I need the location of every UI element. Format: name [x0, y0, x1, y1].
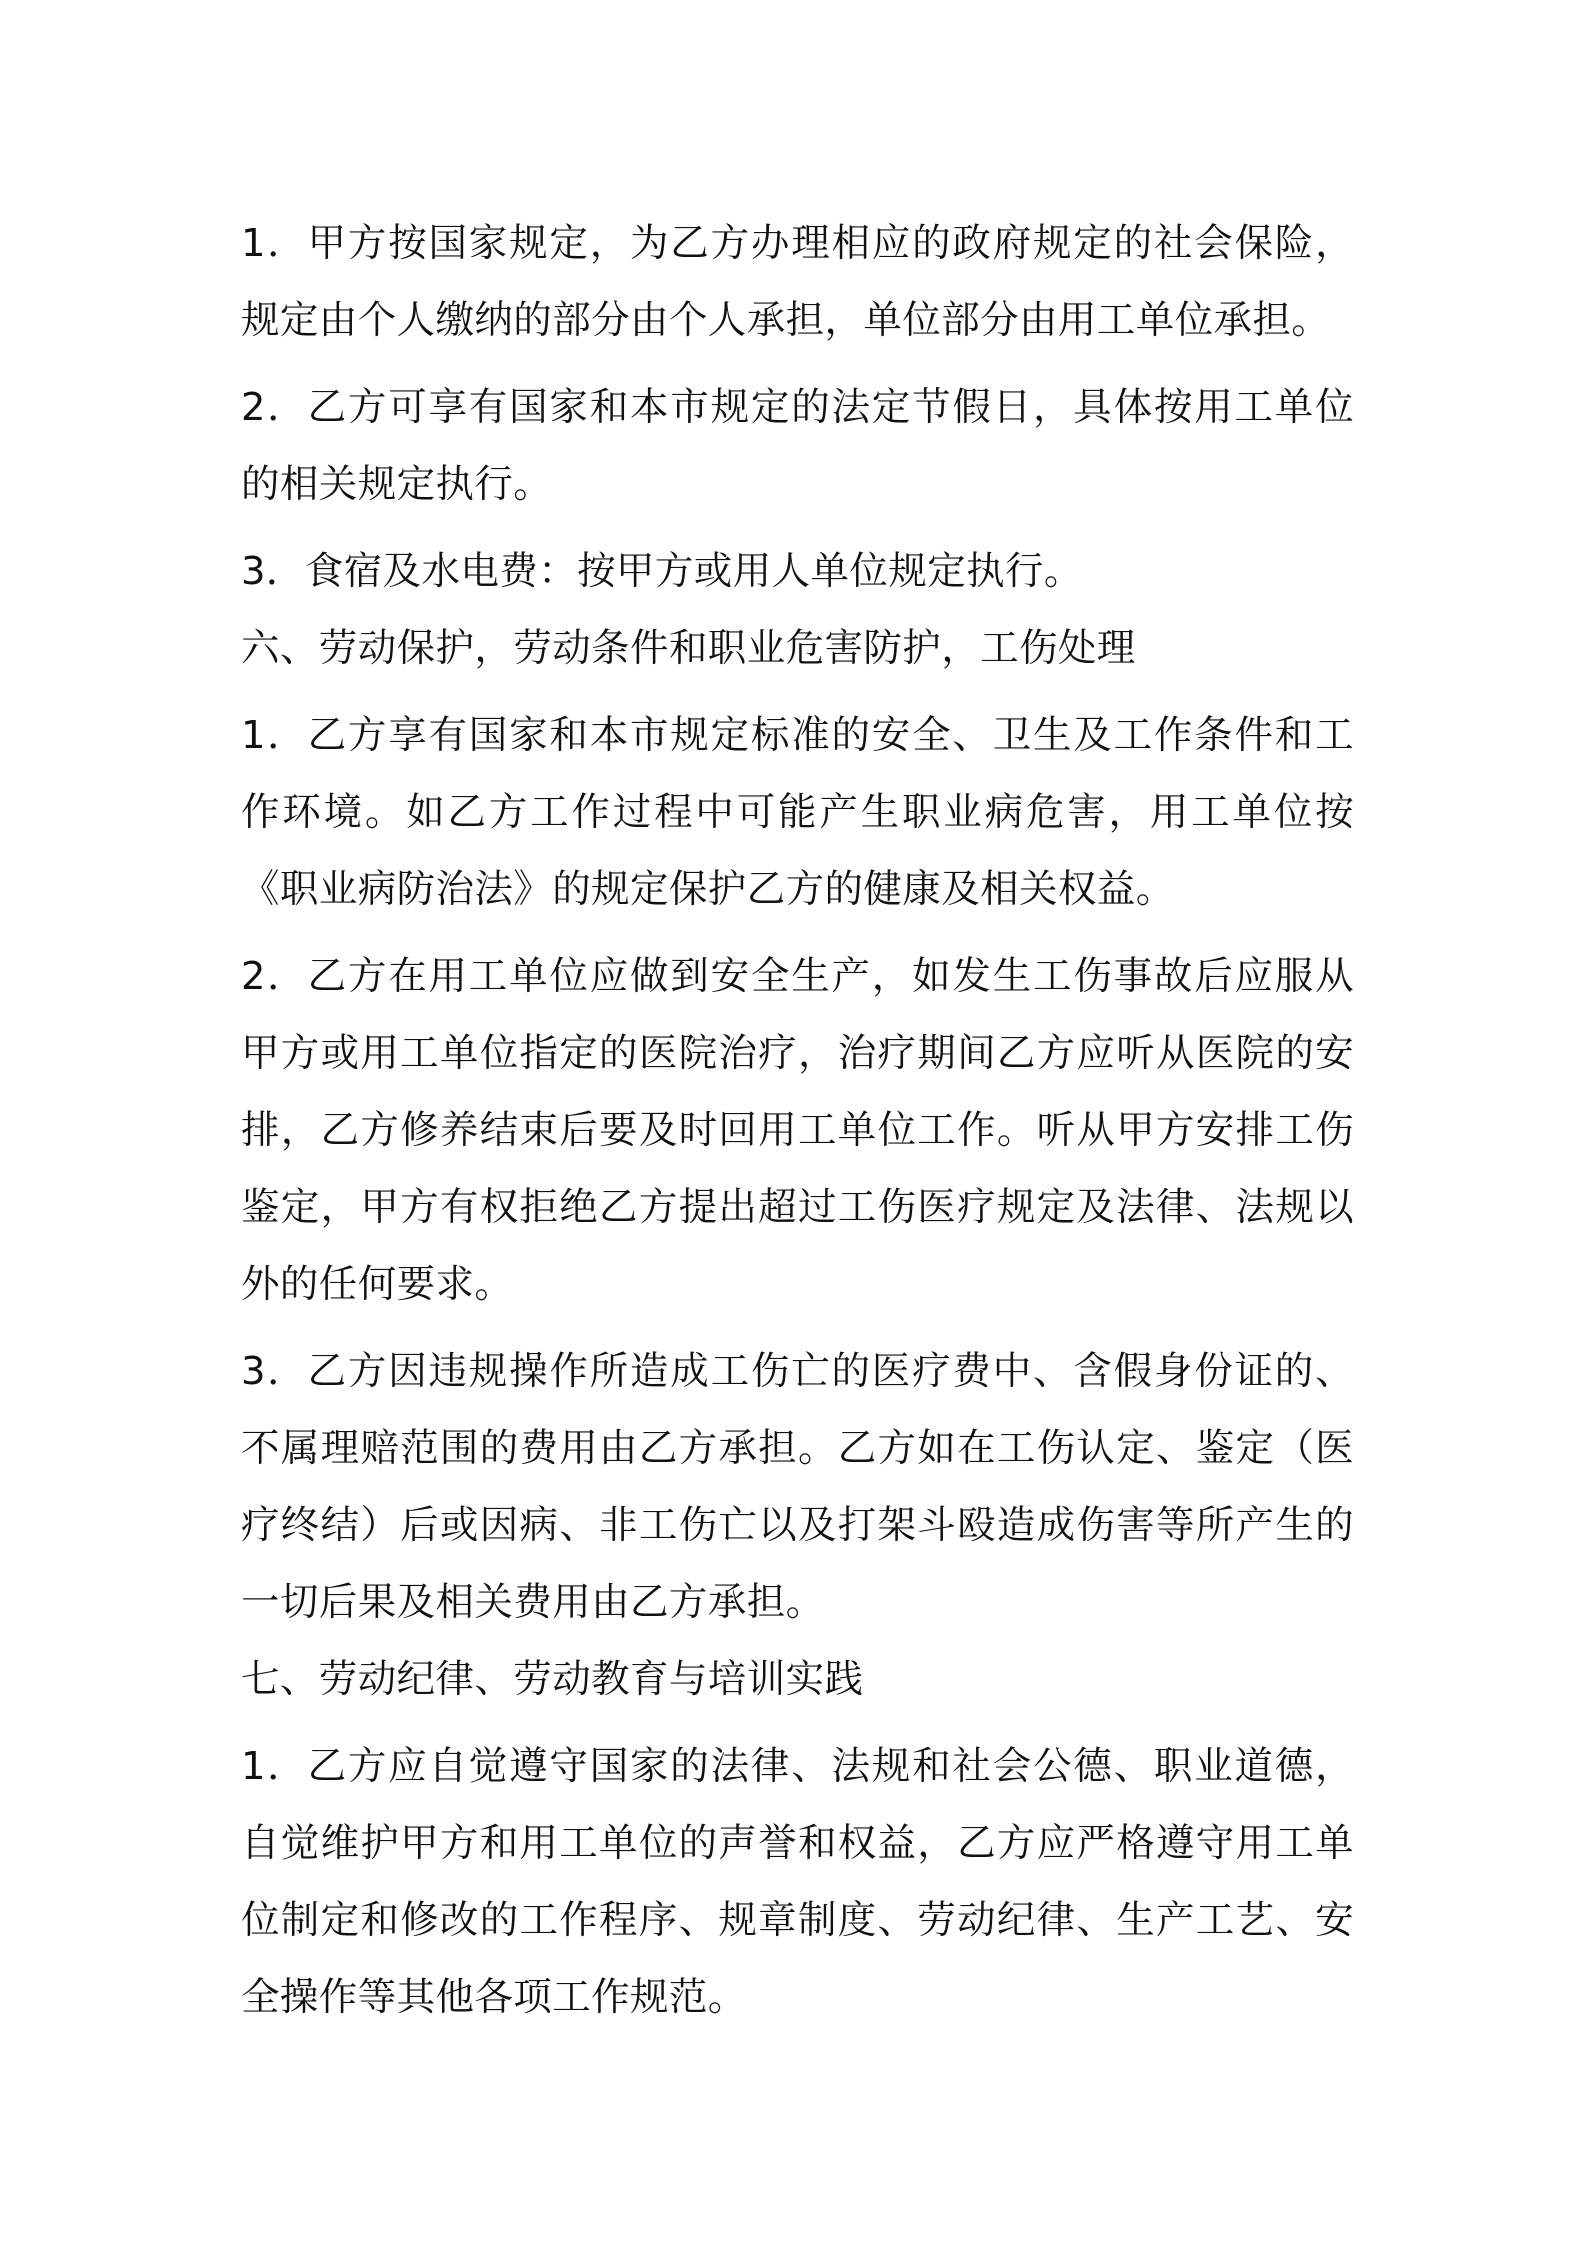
board-utilities-clause: 3．食宿及水电费：按甲方或用人单位规定执行。	[241, 549, 1083, 594]
section-heading-seven: 七、劳动纪律、劳动教育与培训实践	[241, 1657, 864, 1702]
discipline-clause: 1．乙方应自觉遵守国家的法律、法规和社会公德、职业道德，自觉维护甲方和用工单位的声誉和权益，乙方应严格遵守用工单位制定和修改的工作程序、规章制度、劳动纪律、生产工艺、安全操作等其他各项工作规范。	[241, 1744, 1354, 2020]
work-injury-clause: 2．乙方在用工单位应做到安全生产，如发生工伤事故后应服从甲方或用工单位指定的医院治疗，治疗期间乙方应听从医院的安排，乙方修养结束后要及时回用工单位工作。听从甲方安排工伤鉴定，甲方有权拒绝乙方提出超过工伤医疗规定及法律、法规以外的任何要求。	[241, 954, 1354, 1307]
injury-costs-clause: 3．乙方因违规操作所造成工伤亡的医疗费中、含假身份证的、不属理赔范围的费用由乙方承担。乙方如在工伤认定、鉴定（医疗终结）后或因病、非工伤亡以及打架斗殴造成伤害等所产生的一切后果及相关费用由乙方承担。	[241, 1349, 1354, 1625]
safety-conditions-clause: 1．乙方享有国家和本市规定标准的安全、卫生及工作条件和工作环境。如乙方工作过程中可能产生职业病危害，用工单位按《职业病防治法》的规定保护乙方的健康及相关权益。	[241, 713, 1354, 912]
section-heading-six: 六、劳动保护，劳动条件和职业危害防护，工伤处理	[241, 626, 1136, 671]
holidays-clause: 2．乙方可享有国家和本市规定的法定节假日，具体按用工单位的相关规定执行。	[241, 385, 1354, 507]
social-insurance-clause: 1．甲方按国家规定，为乙方办理相应的政府规定的社会保险，规定由个人缴纳的部分由个人承担，单位部分由用工单位承担。	[241, 221, 1354, 343]
document-page	[241, 205, 1354, 2036]
